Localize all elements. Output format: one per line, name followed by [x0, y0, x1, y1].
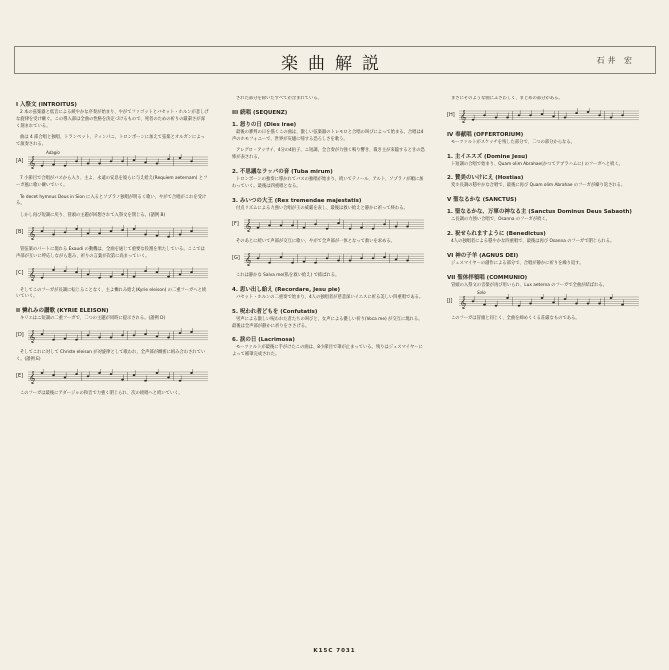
note-head [303, 227, 306, 229]
note-head [506, 116, 509, 118]
note-head [564, 299, 567, 301]
note-head [87, 232, 90, 234]
note-head [98, 163, 101, 165]
clef-icon: 𝄞 [29, 329, 36, 343]
clef-icon: 𝄞 [460, 109, 467, 123]
note-head [610, 116, 613, 118]
note-head [349, 228, 352, 230]
staff-notation [28, 266, 208, 282]
note-head [268, 262, 271, 264]
note-head [383, 256, 386, 258]
note-head [121, 273, 124, 275]
note-head [121, 160, 124, 162]
body-paragraph: 2 本の弦楽器と低音による緩やかな序奏が始まり、やがてファゴットとバセット・ホルンが悲しげな旋律を受け継ぐ。この導入部は全曲の性格を決定づけるもので、死者のための祈りの厳粛さが深く刻まれている。 [16, 110, 209, 129]
note-head [144, 270, 147, 272]
note-head [179, 273, 182, 275]
section-heading: 3. みいつの大王 (Rex tremendae majestatis) [232, 197, 362, 204]
note-head [372, 258, 375, 260]
note-head [64, 270, 67, 272]
note-head [167, 376, 170, 378]
note-head [395, 259, 398, 261]
note-head [190, 230, 193, 232]
note-head [98, 276, 101, 278]
note-head [483, 304, 486, 306]
note-head [110, 337, 113, 339]
staff-notation [459, 294, 639, 310]
staff-notation [28, 369, 208, 385]
body-paragraph: 男声による激しい呪われた者たちの叫びと、女声による優しい祈り(Voca me) が交互に現れる。最後は全声部が静かに祈りをささげる。 [232, 316, 423, 329]
note-head [179, 379, 182, 381]
body-paragraph: そしてこれに対して Christe eleison が対旋律として歌われ、全声部が緻密に組み合わされていく。(譜例 E) [16, 349, 206, 362]
text-column-3 [447, 96, 640, 636]
body-paragraph: このフーガは冒頭と同じく、全曲を締めくくる荘厳なものである。 [451, 316, 580, 322]
clef-icon: 𝄞 [29, 155, 36, 169]
note-head [64, 231, 67, 233]
example-label: [J] [447, 298, 453, 305]
note-head [280, 225, 283, 227]
section-heading: III 続唱 (SEQUENZ) [232, 109, 288, 116]
clef-icon: 𝄞 [29, 267, 36, 281]
note-head [110, 373, 113, 375]
section-heading: I 入祭文 (INTROITUS) [16, 102, 77, 108]
note-head [98, 372, 101, 374]
music-example [232, 251, 425, 267]
note-head [75, 160, 78, 162]
note-head [575, 112, 578, 114]
staff-notation [28, 328, 208, 344]
note-head [303, 261, 306, 263]
note-head [41, 333, 44, 335]
note-head [144, 379, 147, 381]
example-label: [A] [16, 157, 24, 164]
body-paragraph: そのあとに続いて声部が交互に歌い、やがて全声部が一体となって救いを求める。 [236, 239, 395, 245]
note-head [156, 235, 159, 237]
note-head [52, 269, 55, 271]
section-heading: VII 聖体拝領唱 (COMMUNIO) [447, 274, 528, 281]
note-head [190, 331, 193, 333]
note-head [541, 113, 544, 115]
note-head [87, 334, 90, 336]
note-head [64, 338, 67, 340]
note-head [167, 337, 170, 339]
note-head [552, 302, 555, 304]
note-head [257, 258, 260, 260]
staff-notation [244, 217, 424, 233]
note-head [541, 297, 544, 299]
body-paragraph: ニ長調の力強い合唱で、Osanna のフーガが続く。 [451, 217, 550, 223]
note-head [87, 273, 90, 275]
note-head [326, 228, 329, 230]
body-paragraph: 付点リズムによる力強い合唱が王の威厳を表し、最後は救い給えと静かに祈って終わる。 [236, 205, 408, 211]
note-head [52, 339, 55, 341]
staff-notation [28, 154, 208, 170]
note-head [587, 303, 590, 305]
note-head [268, 225, 271, 227]
note-head [529, 303, 532, 305]
note-head [587, 111, 590, 113]
note-head [280, 256, 283, 258]
note-head [190, 271, 193, 273]
note-head [495, 305, 498, 307]
example-label: [D] [16, 331, 24, 338]
note-head [133, 228, 136, 230]
note-head [133, 374, 136, 376]
note-head [610, 297, 613, 299]
note-head [64, 165, 67, 167]
note-head [518, 114, 521, 116]
note-head [144, 333, 147, 335]
note-head [291, 225, 294, 227]
body-paragraph: これは静かな Salva me(私を救い給え) で結ばれる。 [236, 273, 340, 279]
note-head [529, 114, 532, 116]
music-example [16, 328, 209, 344]
music-example [447, 108, 640, 124]
note-head [360, 227, 363, 229]
note-head [518, 305, 521, 307]
clef-icon: 𝄞 [245, 253, 252, 267]
note-head [190, 372, 193, 374]
example-label: [H] [447, 111, 455, 118]
note-head [121, 378, 124, 380]
note-head [87, 163, 90, 165]
note-head [291, 262, 294, 264]
example-label: [B] [16, 228, 24, 235]
body-paragraph: 管弦楽のパートに現れる Exaudi の動機は、全曲を通じて重要な役割を果たしている。ここでは声部が互いに呼応しながら進み、祈りの言葉が次第に高まっていく。 [16, 246, 205, 259]
music-example [16, 225, 209, 241]
note-head [483, 114, 486, 116]
section-heading: IV 奉献唱 (OFFERTORIUM) [447, 131, 524, 138]
body-paragraph: 曲は 4 部合唱と独唱、トランペット、ティンパニ、トロンボーンに加えて弦楽とオルガンによって演奏される。 [16, 135, 205, 148]
example-label: [F] [232, 221, 239, 228]
note-head [372, 228, 375, 230]
note-head [133, 275, 136, 277]
note-head [472, 119, 475, 121]
body-paragraph: 冒頭の入祭文の音楽が再び用いられ、Lux aeterna のフーガで全曲が結ばれる。 [451, 282, 607, 288]
tempo-marking: Solo [477, 290, 486, 296]
music-example [16, 266, 209, 282]
section-heading: 2. 不思議なラッパの音 (Tuba mirum) [232, 168, 333, 175]
note-head [406, 226, 409, 228]
note-head [75, 228, 78, 230]
example-label: [G] [232, 255, 240, 262]
note-head [110, 230, 113, 232]
body-paragraph: このフーガは最後にアダージョの和音で力強く閉じられ、次の続唱へと続いていく。 [20, 390, 183, 396]
music-example [16, 149, 209, 170]
note-head [144, 161, 147, 163]
note-head [41, 230, 44, 232]
title-box [14, 46, 656, 74]
note-head [552, 115, 555, 117]
body-paragraph: 変ホ長調の穏やかな合唱で、最後に再び Quam olim Abrahae のフーガが繰り返される。 [451, 183, 626, 189]
note-head [395, 226, 398, 228]
music-example [447, 290, 640, 310]
staff-notation [244, 251, 424, 267]
body-paragraph: された部分を除いたすべてが含まれている。 [236, 96, 322, 101]
note-head [156, 372, 159, 374]
note-head [383, 224, 386, 226]
section-heading: II 憐れみの讃歌 (KYRIE ELEISON) [16, 308, 109, 315]
note-head [179, 234, 182, 236]
page-title: 楽曲解説 [281, 54, 389, 74]
author-name: 石井 宏 [596, 56, 635, 65]
note-head [167, 275, 170, 277]
body-paragraph: まさにそのような曲にふさわしく、まとめの部分がある。 [451, 96, 563, 101]
note-head [360, 258, 363, 260]
note-head [179, 157, 182, 159]
note-head [564, 116, 567, 118]
tempo-marking: Adagio [46, 149, 60, 155]
note-head [314, 262, 317, 264]
clef-icon: 𝄞 [245, 219, 252, 233]
staff-notation [28, 225, 208, 241]
note-head [75, 271, 78, 273]
section-heading: 4. 思い出し給え (Recordare, Jesu pie) [232, 286, 341, 293]
note-head [495, 116, 498, 118]
section-heading: 1. 主イエスズ (Domine Jesu) [447, 153, 528, 160]
note-head [472, 301, 475, 303]
body-paragraph: ジュスマイヤーの創作による部分で、合唱が静かに祈りを繰り返す。 [451, 260, 584, 266]
note-head [156, 271, 159, 273]
note-head [87, 375, 90, 377]
note-head [75, 373, 78, 375]
body-paragraph: トロンボーンの独奏に導かれてバスの独唱が始まり、続いてテノール、アルト、ソプラノが順に加わっていく。最後は四重唱となる。 [232, 176, 424, 189]
note-head [337, 223, 340, 225]
body-paragraph: バセット・ホルンの二重奏で始まり、4人の独唱者が慈悲深いイエスに祈る美しい四重唱である。 [236, 294, 424, 300]
note-head [75, 339, 78, 341]
section-heading: 6. 涙の日 (Lacrimosa) [232, 337, 295, 344]
note-head [621, 114, 624, 116]
section-heading: 1. 聖なるかな、万軍の神なる主 (Sanctus Dominus Deus Sabaoth) [447, 209, 632, 216]
clef-icon: 𝄞 [29, 226, 36, 240]
music-example [232, 217, 425, 233]
section-heading: 2. 祝せられますように (Benedictus) [447, 230, 546, 237]
body-paragraph: キリエはニ短調の二重フーガで、二つの主題が同時に提示される。(譜例 D) [20, 316, 166, 322]
note-head [257, 227, 260, 229]
note-head [41, 372, 44, 374]
clef-icon: 𝄞 [29, 370, 36, 384]
note-head [167, 236, 170, 238]
note-head [349, 260, 352, 262]
note-head [406, 260, 409, 262]
staff-notation [459, 108, 639, 124]
note-head [52, 234, 55, 236]
note-head [110, 275, 113, 277]
note-head [314, 224, 317, 226]
music-example [16, 369, 209, 385]
note-head [179, 332, 182, 334]
note-head [52, 374, 55, 376]
note-head [621, 304, 624, 306]
text-column-2 [232, 96, 425, 636]
note-head [156, 163, 159, 165]
catalog-number: K15C 7031 [313, 648, 356, 654]
example-label: [C] [16, 269, 24, 276]
section-heading: V 聖なるかな (SANCTUS) [447, 197, 517, 204]
section-heading: 5. 呪われ者どもを (Confutatis) [232, 308, 318, 315]
clef-icon: 𝄞 [460, 296, 467, 310]
section-heading: 1. 怒りの日 (Dies irae) [232, 121, 297, 128]
body-paragraph: 4人の独唱者による穏やかな四重唱で、最後は再び Osanna のフーガで閉じられる。 [451, 238, 615, 244]
note-head [41, 276, 44, 278]
note-head [326, 258, 329, 260]
section-heading: 2. 賛美のいけにえ (Hostias) [447, 175, 524, 182]
note-head [575, 303, 578, 305]
body-paragraph: アレグロ・アッサイ、4分の4拍子、ニ短調。全合奏が力強く鳴り響き、裁き主が来臨するときの恐怖が表される。 [232, 148, 425, 161]
note-head [41, 165, 44, 167]
note-head [506, 297, 509, 299]
note-head [98, 232, 101, 234]
text-column-1 [16, 96, 209, 636]
section-heading: VI 神の子羊 (AGNUS DEI) [447, 252, 519, 259]
note-head [190, 160, 193, 162]
note-head [98, 337, 101, 339]
note-head [133, 159, 136, 161]
body-paragraph: 最後の審判の日を描くこの曲は、激しい弦楽器のトレモロと合唱の叫びによって始まる。合唱は4声のホモフォニーで、世界が灰燼に帰する恐ろしさを歌う。 [232, 129, 424, 142]
note-head [156, 335, 159, 337]
body-paragraph: しかし再び短調に戻り、冒頭の主題が回想されて入祭文を閉じる。(譜例 B) [20, 213, 166, 219]
note-head [598, 114, 601, 116]
note-head [64, 376, 67, 378]
note-head [121, 334, 124, 336]
body-paragraph: モーツァルトがスケッチを残した部分で、二つの部分からなる。 [451, 139, 575, 145]
note-head [144, 234, 147, 236]
note-head [598, 303, 601, 305]
note-head [121, 229, 124, 231]
note-head [110, 160, 113, 162]
body-paragraph: Te decet hymnus Deus in Sion に入るとソプラノ独唱が明るく歌い、やがて合唱がこれを受ける。 [16, 194, 207, 207]
note-head [167, 158, 170, 160]
note-head [52, 164, 55, 166]
body-paragraph: 7 小節目で合唱がバスから入り、主よ、永遠の安息を彼らに与え給え(Requiem aeternam) とフーガ風に歌い継いでいく。 [16, 175, 208, 188]
body-paragraph: モーツァルトが最後に手がけたこの曲は、8小節目で筆が止まっている。残りはジュスマイヤーによって補筆完成された。 [232, 345, 423, 358]
example-label: [E] [16, 372, 24, 379]
note-head [337, 260, 340, 262]
note-head [133, 334, 136, 336]
body-paragraph: ト短調の合唱で始まり、Quam olim Abrahae(かつてアブラハムに) のフーガへと続く。 [451, 161, 623, 167]
body-paragraph: そしてこのフーガが長調に転じることなく、主よ憐れみ給え(Kyrie eleison) の二重フーガへと続いていく。 [16, 287, 207, 300]
